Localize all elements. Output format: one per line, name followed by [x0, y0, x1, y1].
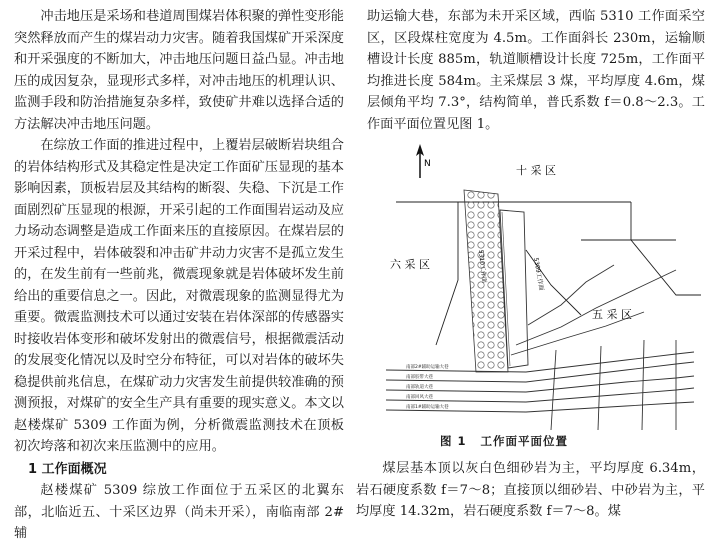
section-heading: 1 工作面概况 — [28, 461, 107, 477]
roof-description-paragraph: 煤层基本顶以灰白色细砂岩为主，平均厚度 6.34m，岩石硬度系数 f＝7～8；直接顶以细砂岩、中砂岩为主，平均厚度 14.32m，岩石硬度系数 f＝7～8。煤 — [356, 461, 705, 519]
north-arrow-icon — [416, 144, 424, 178]
right-column-bottom — [356, 458, 705, 523]
north-label: N — [424, 159, 431, 169]
road-label: 南部1#辅助运输大巷 — [406, 405, 449, 410]
figure-label: 图 1 — [440, 434, 467, 448]
overview-continued-paragraph: 助运输大巷，东部为未开采区域，西临 5310 工作面采空区，区段煤柱宽度为 4.5m。工作面斜长 230m，运输顺槽设计长度 885m，轨道顺槽设计长度 725m，工作面平均推进长度 584m。主采煤层 3 煤，平均厚度 4.6m，煤层倾角平均 7.3°，结构简单，普氏系数 f＝0.8～2.3。工作面平面位置见图 1。 — [367, 9, 705, 132]
figure-1-map — [376, 140, 701, 433]
road-label: 南部2#辅助运输大巷 — [406, 365, 449, 370]
left-column — [14, 6, 344, 545]
overview-paragraph: 赵楼煤矿 5309 综放工作面位于五采区的北翼东部，北临近五、十采区边界（尚未开采），南临南部 2#辅 — [14, 483, 344, 541]
zone-six-label: 六 采 区 — [390, 258, 430, 271]
body-paragraph: 在综放工作面的推进过程中，上覆岩层破断岩块组合的岩体结构形式及其稳定性是决定工作面矿压显现的基本影响因素，顶板岩层及其结构的断裂、失稳、下沉是工作面剧烈矿压显现的根源，开采引起的工作面围岩运动及应力场动态调整是造成工作面来压的直接原因。在煤岩层的开采过程中，岩体破裂和冲击矿井动力灾害不是孤立发生的，在发生前有一些前兆，微震现象就是岩体破坏发生前给出的重要信息之一。因此，对微震现象的监测显得尤为重要。微震监测技术可以通过安装在岩体深部的传感器实时接收岩体变形和破坏发射出的微震信号，根据微震活动的发展变化情况以及时空分布特征，可以对岩体的破坏失稳提供前兆信息，在煤矿动力灾害发生前提供较准确的预测预报，对煤矿的安全生产具有重要的现实意义。本文以赵楼煤矿 5309 工作面为例，分析微震监测技术在顶板初次垮落和初次来压监测中的应用。 — [14, 138, 344, 454]
figure-caption — [440, 433, 650, 449]
road-label: 南部回风大巷 — [406, 395, 433, 400]
face-5310-label: 5310工作面 — [477, 249, 488, 284]
zone-five-label: 五 采 区 — [592, 308, 632, 321]
zone-ten-label: 十 采 区 — [516, 164, 556, 177]
zone-boundaries — [396, 202, 701, 345]
face-5309-label: 5309工作面 — [532, 257, 545, 292]
road-label: 南部轨道大巷 — [406, 385, 433, 390]
road-label: 南部胶带大巷 — [406, 375, 433, 380]
intro-paragraph: 冲击地压是采场和巷道周围煤岩体积聚的弹性变形能突然释放而产生的煤岩动力灾害。随着我国煤矿开采深度和开采强度的不断加大，冲击地压问题日益凸显。冲击地压的成因复杂，显现形式多样，对冲击地压的机理认识、监测手段和防治措施复杂多样，致使矿井难以选择合适的方法解决冲击地压问题。 — [14, 9, 344, 132]
mine-plan-diagram — [376, 140, 701, 433]
right-column — [367, 6, 705, 135]
figure-caption-text: 工作面平面位置 — [480, 434, 569, 448]
